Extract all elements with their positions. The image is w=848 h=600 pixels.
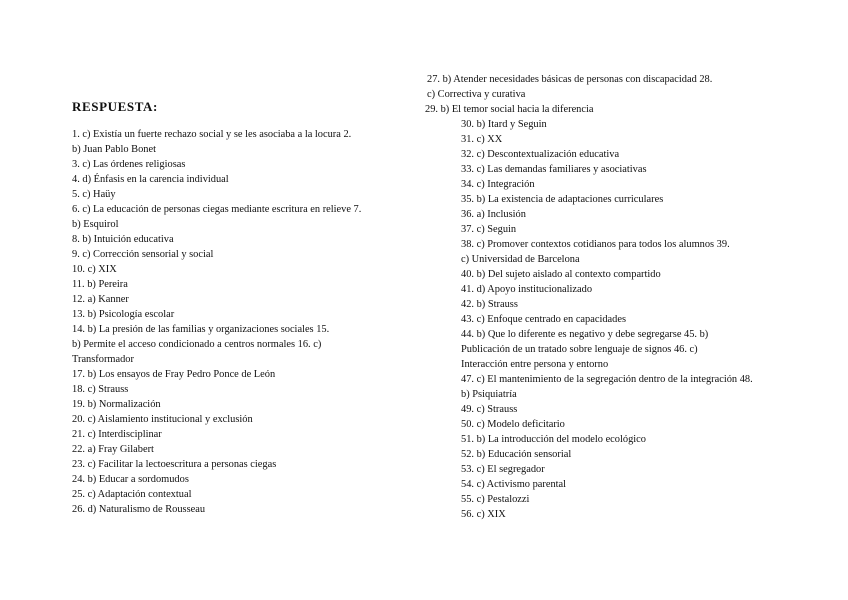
answer-line: b) Esquirol	[72, 219, 119, 230]
answer-line: 20. c) Aislamiento institucional y exclusión	[72, 414, 253, 425]
answers-heading: RESPUESTA:	[72, 99, 158, 114]
answer-line: 24. b) Educar a sordomudos	[72, 474, 189, 485]
answer-line: 18. c) Strauss	[72, 384, 129, 395]
answer-line: 42. b) Strauss	[461, 299, 518, 310]
answer-line: 12. a) Kanner	[72, 294, 129, 305]
answer-line: 47. c) El mantenimiento de la segregación dentro de la integración 48.	[461, 374, 753, 385]
answer-line: 55. c) Pestalozzi	[461, 494, 530, 505]
answer-line: 22. a) Fray Gilabert	[72, 444, 154, 455]
answer-line: 51. b) La introducción del modelo ecológico	[461, 434, 646, 445]
answer-line: 13. b) Psicología escolar	[72, 309, 175, 320]
answers-left-column	[72, 127, 361, 517]
answer-line: 32. c) Descontextualización educativa	[461, 149, 620, 160]
answer-line: 25. c) Adaptación contextual	[72, 489, 192, 500]
answer-line: 54. c) Activismo parental	[461, 479, 567, 490]
answer-line: 10. c) XIX	[72, 264, 117, 275]
answer-line: 26. d) Naturalismo de Rousseau	[72, 504, 206, 515]
answer-line: 19. b) Normalización	[72, 399, 161, 410]
answer-line: 44. b) Que lo diferente es negativo y debe segregarse 45. b)	[461, 329, 709, 340]
answer-line: 30. b) Itard y Seguin	[461, 119, 547, 130]
answer-line: 23. c) Facilitar la lectoescritura a personas ciegas	[72, 459, 277, 470]
answer-line: c) Correctiva y curativa	[427, 89, 526, 100]
answer-line: 50. c) Modelo deficitario	[461, 419, 565, 430]
answer-line: b) Psiquiatría	[461, 389, 517, 400]
answer-line: b) Permite el acceso condicionado a centros normales 16. c)	[72, 339, 322, 350]
answer-line: 11. b) Pereira	[72, 279, 128, 290]
answer-line: 9. c) Corrección sensorial y social	[72, 249, 214, 260]
answer-line: b) Juan Pablo Bonet	[72, 144, 156, 155]
answer-line: 40. b) Del sujeto aislado al contexto compartido	[461, 269, 661, 280]
answers-right-column	[425, 72, 753, 522]
answer-line: 4. d) Énfasis en la carencia individual	[72, 174, 229, 185]
answer-line: Interacción entre persona y entorno	[461, 359, 609, 370]
answer-line: 14. b) La presión de las familias y organizaciones sociales 15.	[72, 324, 330, 335]
answer-line: 36. a) Inclusión	[461, 209, 526, 220]
answer-line: 5. c) Haüy	[72, 189, 116, 200]
answer-line: 43. c) Enfoque centrado en capacidades	[461, 314, 627, 325]
answer-line: 31. c) XX	[461, 134, 503, 145]
answer-line: 41. d) Apoyo institucionalizado	[461, 284, 593, 295]
answer-line: 49. c) Strauss	[461, 404, 518, 415]
answer-line: 6. c) La educación de personas ciegas mediante escritura en relieve 7.	[72, 204, 362, 215]
answer-line: 29. b) El temor social hacia la diferencia	[425, 104, 594, 115]
answer-line: 17. b) Los ensayos de Fray Pedro Ponce de León	[72, 369, 276, 380]
answer-line: 1. c) Existía un fuerte rechazo social y se les asociaba a la locura 2.	[72, 129, 352, 140]
answer-line: 34. c) Integración	[461, 179, 535, 190]
answer-line: 33. c) Las demandas familiares y asociativas	[461, 164, 647, 175]
answer-line: 53. c) El segregador	[461, 464, 545, 475]
answer-line: 52. b) Educación sensorial	[461, 449, 572, 460]
answer-line: 3. c) Las órdenes religiosas	[72, 159, 186, 170]
answer-line: 37. c) Seguin	[461, 224, 517, 235]
answer-line: c) Universidad de Barcelona	[461, 254, 580, 265]
answer-line: 38. c) Promover contextos cotidianos para todos los alumnos 39.	[461, 239, 730, 250]
answer-line: 27. b) Atender necesidades básicas de personas con discapacidad 28.	[427, 74, 713, 85]
answer-line: 21. c) Interdisciplinar	[72, 429, 162, 440]
answer-line: 56. c) XIX	[461, 509, 506, 520]
answer-line: 8. b) Intuición educativa	[72, 234, 174, 245]
answer-line: Publicación de un tratado sobre lenguaje de signos 46. c)	[461, 344, 698, 355]
answer-line: 35. b) La existencia de adaptaciones curriculares	[461, 194, 664, 205]
answer-line: Transformador	[72, 354, 134, 365]
